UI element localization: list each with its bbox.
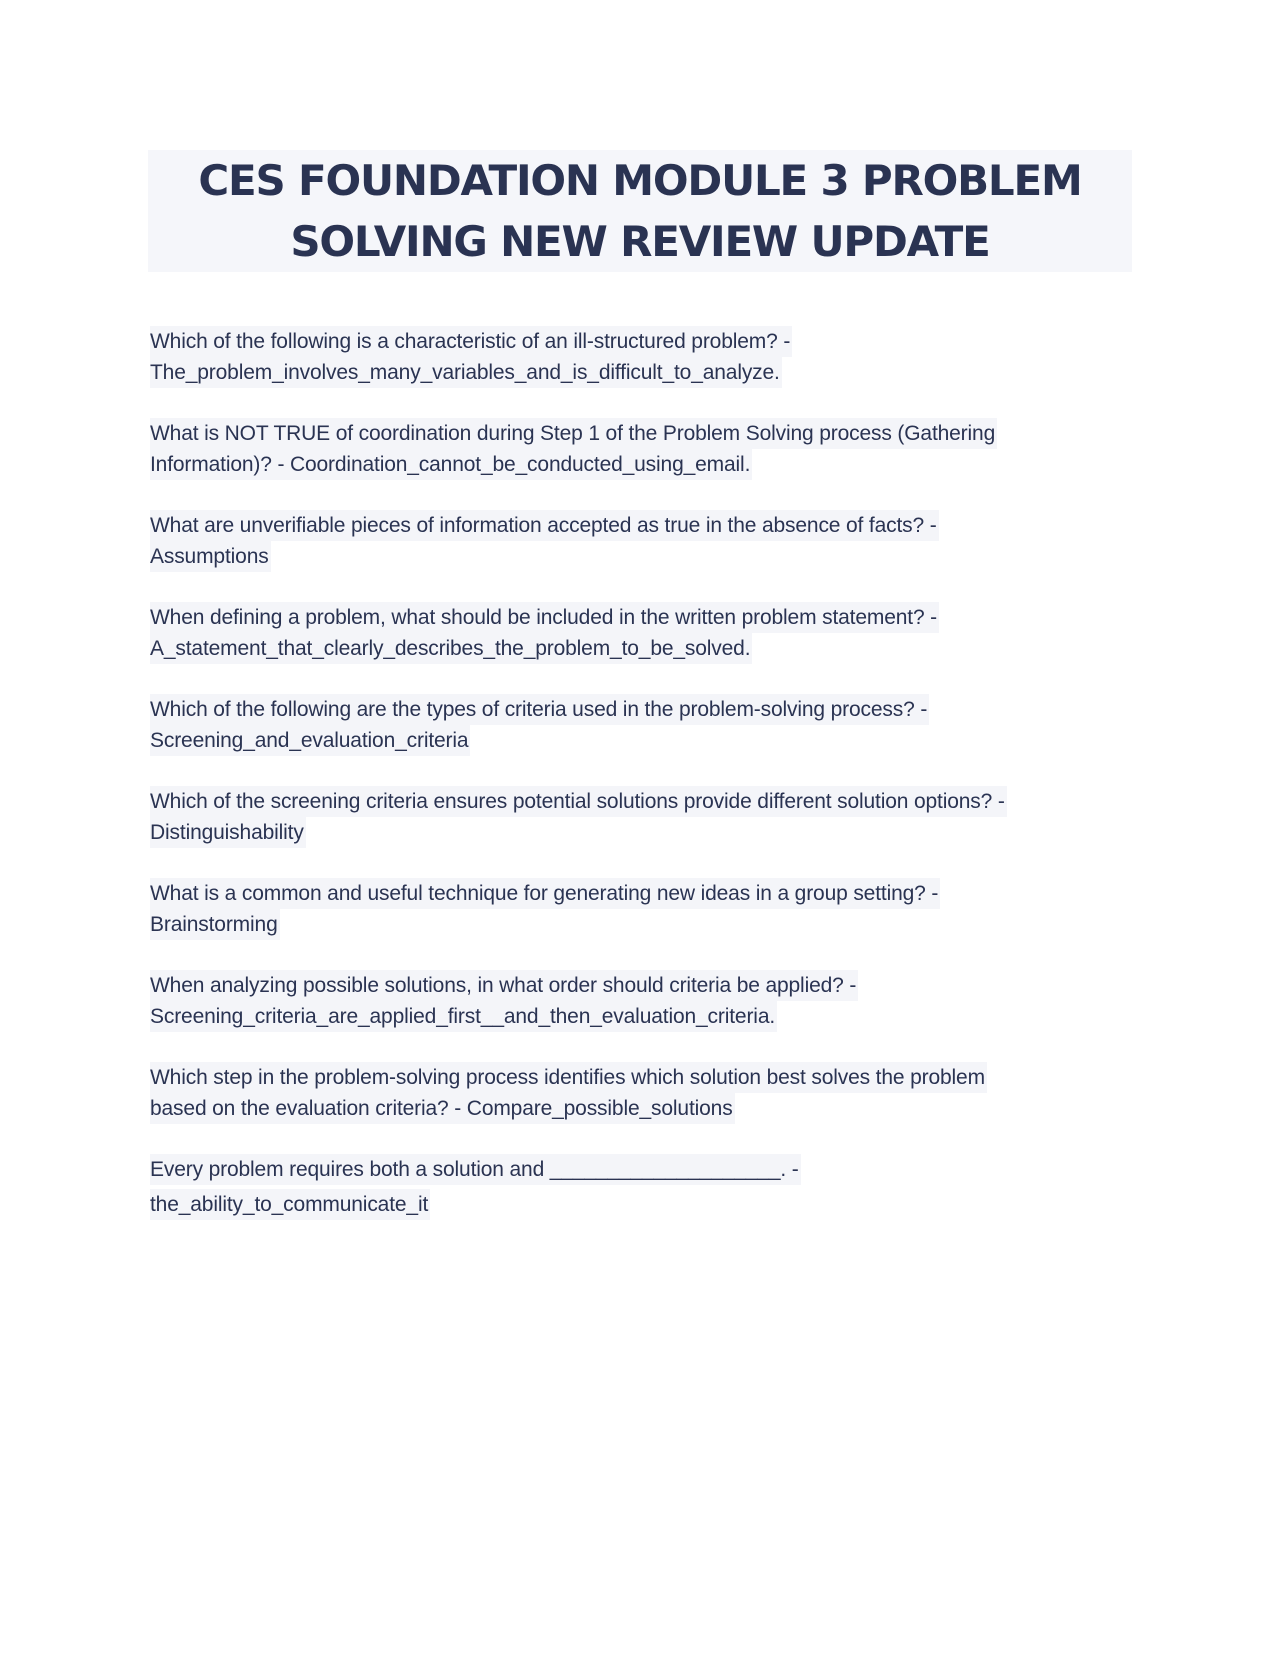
answer-text: based on the evaluation criteria? - Compare_possible_solutions: [150, 1093, 735, 1124]
question-text: What is NOT TRUE of coordination during Step 1 of the Problem Solving process (Gathering: [150, 418, 997, 449]
answer-text: Screening_criteria_are_applied_first__and_then_evaluation_criteria.: [150, 1001, 777, 1032]
qa-list: [150, 326, 1140, 1246]
answer-text: Assumptions: [150, 541, 271, 572]
qa-item-5: [150, 694, 1140, 786]
qa-item-8: [150, 970, 1140, 1062]
answer-text: A_statement_that_clearly_describes_the_problem_to_be_solved.: [150, 633, 752, 664]
title-line-1: CES FOUNDATION MODULE 3 PROBLEM: [198, 156, 1082, 205]
question-text: What are unverifiable pieces of information accepted as true in the absence of facts? -: [150, 510, 939, 541]
answer-text: Screening_and_evaluation_criteria: [150, 725, 470, 756]
qa-item-6: [150, 786, 1140, 878]
question-text: When analyzing possible solutions, in what order should criteria be applied? -: [150, 970, 858, 1001]
answer-text: Brainstorming: [150, 909, 280, 940]
answer-text: Information)? - Coordination_cannot_be_conducted_using_email.: [150, 449, 752, 480]
qa-item-10: [150, 1154, 1140, 1246]
question-text: Which of the screening criteria ensures potential solutions provide different solution options? -: [150, 786, 1007, 817]
qa-item-3: [150, 510, 1140, 602]
question-text: Which step in the problem-solving process identifies which solution best solves the problem: [150, 1062, 987, 1093]
answer-text: The_problem_involves_many_variables_and_is_difficult_to_analyze.: [150, 357, 782, 388]
document-title: [148, 150, 1132, 272]
qa-item-1: [150, 326, 1140, 418]
qa-item-2: [150, 418, 1140, 510]
qa-item-9: [150, 1062, 1140, 1154]
question-text: Which of the following are the types of criteria used in the problem-solving process? -: [150, 694, 929, 725]
title-line-2: SOLVING NEW REVIEW UPDATE: [290, 217, 990, 266]
question-text: Every problem requires both a solution and ____________________. -: [150, 1154, 801, 1185]
qa-item-4: [150, 602, 1140, 694]
answer-text: Distinguishability: [150, 817, 306, 848]
question-text: When defining a problem, what should be included in the written problem statement? -: [150, 602, 939, 633]
answer-text: the_ability_to_communicate_it: [150, 1189, 430, 1220]
question-text: Which of the following is a characteristic of an ill-structured problem? -: [150, 326, 792, 357]
qa-item-7: [150, 878, 1140, 970]
question-text: What is a common and useful technique for generating new ideas in a group setting? -: [150, 878, 940, 909]
